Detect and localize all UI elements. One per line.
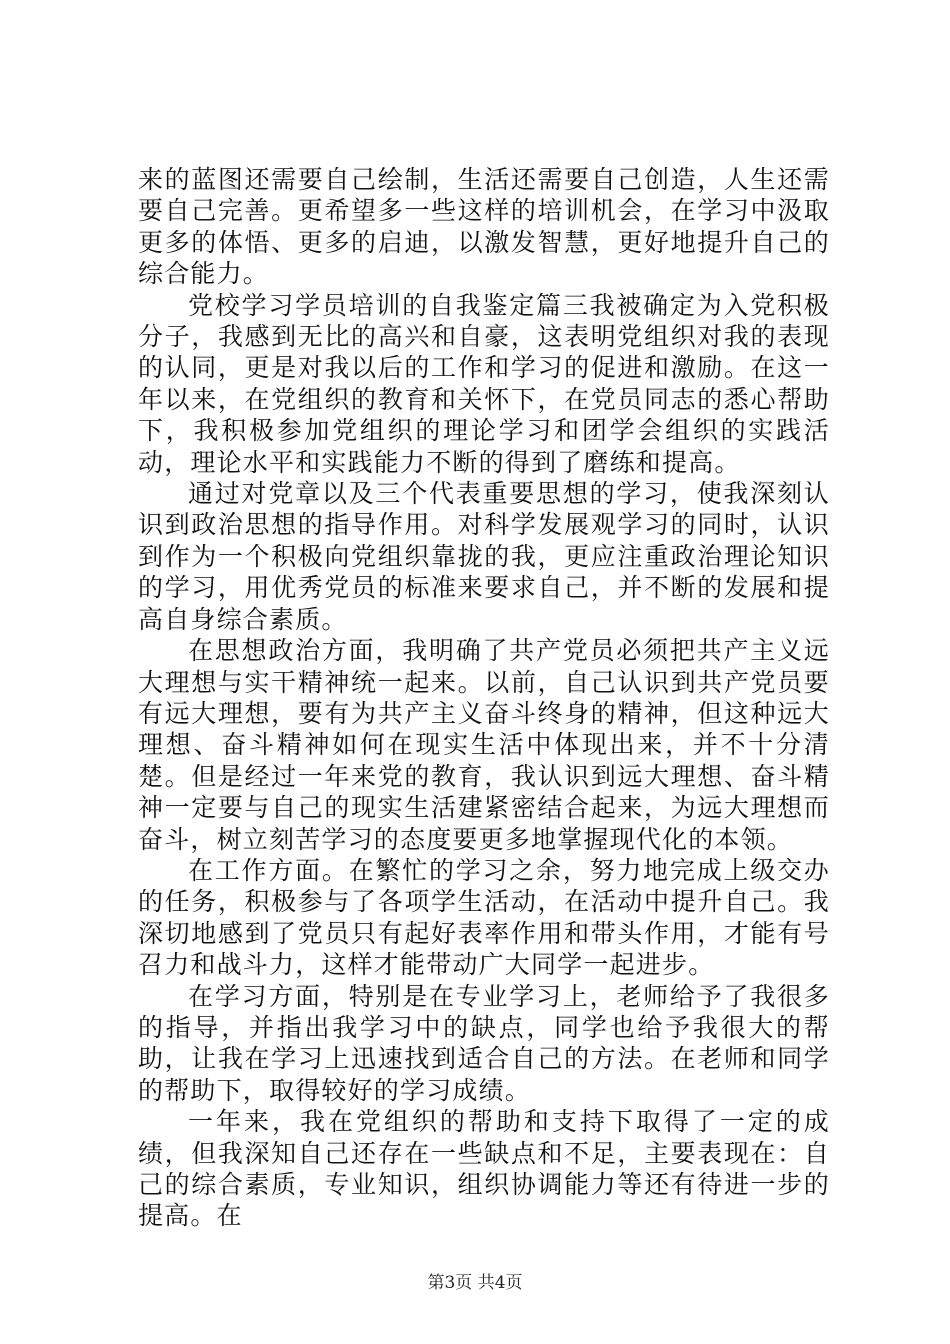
paragraph-4: 在思想政治方面，我明确了共产党员必须把共产主义远大理想与实干精神统一起来。以前，自己认识到共产党员要有远大理想，要有为共产主义奋斗终身的精神，但这种远大理想、奋斗精神如何在现实生活中体现出来，并不十分清楚。但是经过一年来党的教育，我认识到远大理想、奋斗精神一定要与自己的现实生活建紧密结合起来，为远大理想而奋斗，树立刻苦学习的态度要更多地掌握现代化的本领。 — [138, 636, 830, 854]
paragraph-2: 党校学习学员培训的自我鉴定篇三我被确定为入党积极分子，我感到无比的高兴和自豪，这表明党组织对我的表现的认同，更是对我以后的工作和学习的促进和激励。在这一年以来，在党组织的教育和关怀下，在党员同志的悉心帮助下，我积极参加党组织的理论学习和团学会组织的实践活动，理论水平和实践能力不断的得到了磨练和提高。 — [138, 290, 830, 477]
paragraph-1: 来的蓝图还需要自己绘制，生活还需要自己创造，人生还需要自己完善。更希望多一些这样的培训机会，在学习中汲取更多的体悟、更多的启迪，以激发智慧，更好地提升自己的综合能力。 — [138, 165, 830, 289]
document-body — [138, 164, 830, 1232]
paragraph-6: 在学习方面，特别是在专业学习上，老师给予了我很多的指导，并指出我学习中的缺点，同学也给予我很大的帮助，让我在学习上迅速找到适合自己的方法。在老师和同学的帮助下，取得较好的学习成绩。 — [138, 981, 830, 1105]
page-number-footer: 第3页 共4页 — [427, 1273, 523, 1293]
paragraph-7: 一年来，我在党组织的帮助和支持下取得了一定的成绩，但我深知自己还存在一些缺点和不足，主要表现在：自己的综合素质，专业知识，组织协调能力等还有待进一步的提高。在 — [138, 1107, 830, 1231]
paragraph-5: 在工作方面。在繁忙的学习之余，努力地完成上级交办的任务，积极参与了各项学生活动，在活动中提升自己。我深切地感到了党员只有起好表率作用和带头作用，才能有号召力和战斗力，这样才能带动广大同学一起进步。 — [138, 855, 830, 980]
paragraph-3: 通过对党章以及三个代表重要思想的学习，使我深刻认识到政治思想的指导作用。对科学发展观学习的同时，认识到作为一个积极向党组织靠拢的我，更应注重政治理论知识的学习，用优秀党员的标准来要求自己，并不断的发展和提高自身综合素质。 — [138, 479, 830, 634]
